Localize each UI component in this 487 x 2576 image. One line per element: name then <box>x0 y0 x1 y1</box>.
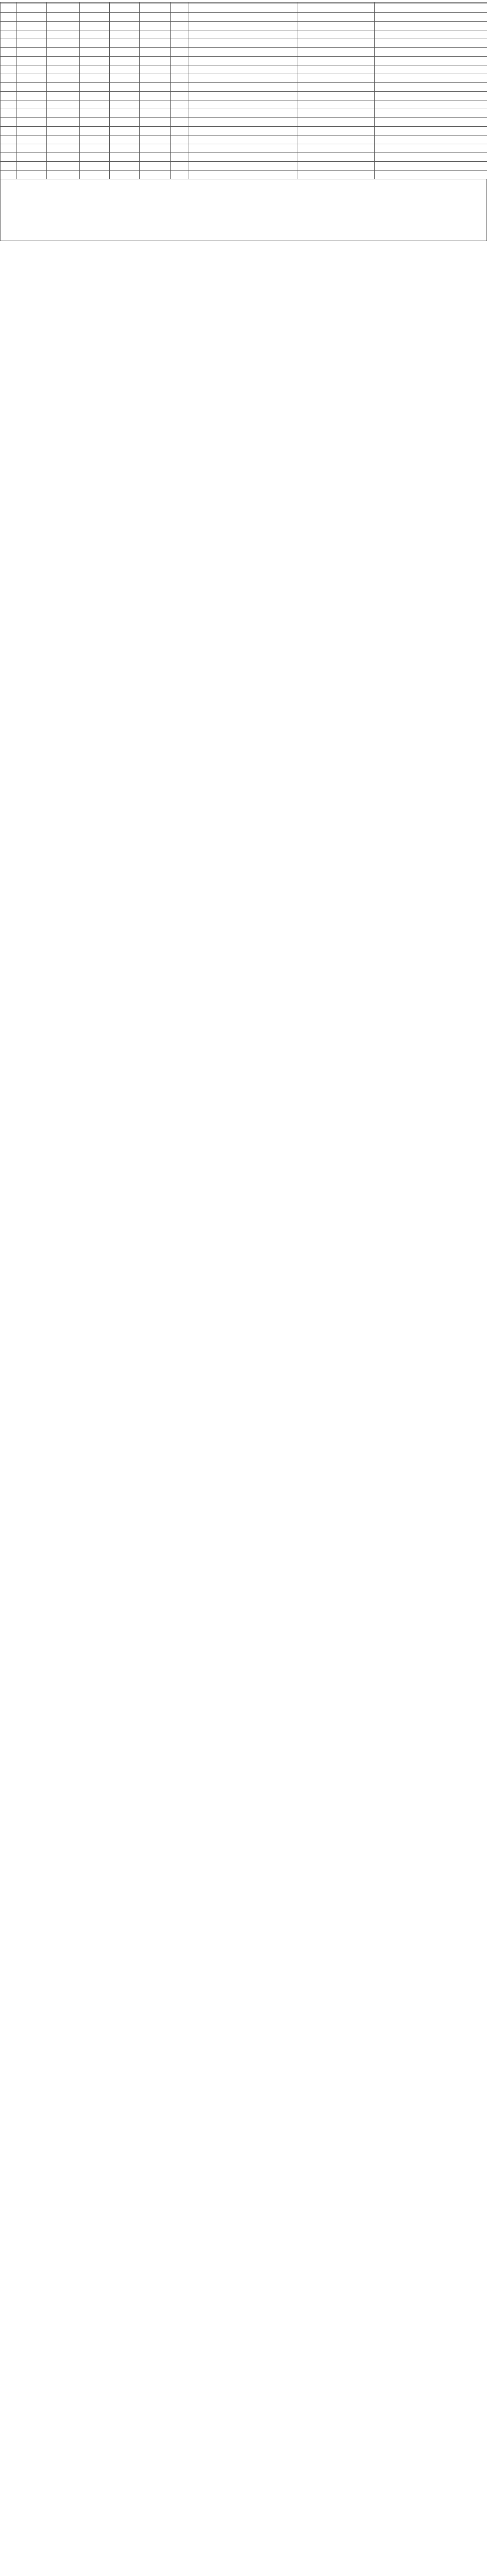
table-cell <box>1 65 17 74</box>
table-cell <box>297 109 375 118</box>
table-row <box>1 22 487 30</box>
table-cell <box>189 74 297 83</box>
table-cell <box>171 144 189 153</box>
table-cell <box>189 83 297 92</box>
table-cell <box>297 65 375 74</box>
table-cell <box>110 127 140 135</box>
table-row <box>1 109 487 118</box>
table-cell <box>110 74 140 83</box>
table-cell <box>140 153 171 162</box>
table-cell <box>140 48 171 57</box>
table-cell <box>297 127 375 135</box>
table-cell <box>110 48 140 57</box>
table-cell <box>375 171 487 179</box>
table-cell <box>375 39 487 48</box>
table-cell <box>1 171 17 179</box>
table-cell <box>140 65 171 74</box>
table-cell <box>47 13 80 22</box>
table-cell <box>47 57 80 65</box>
table-cell <box>375 100 487 109</box>
table-cell <box>375 22 487 30</box>
table-cell <box>80 13 110 22</box>
table-cell <box>189 39 297 48</box>
table-cell <box>297 22 375 30</box>
table-cell <box>110 65 140 74</box>
table-cell <box>80 100 110 109</box>
table-cell <box>140 22 171 30</box>
table-cell <box>17 162 47 171</box>
table-cell <box>17 13 47 22</box>
table-cell <box>47 153 80 162</box>
table-cell <box>189 135 297 144</box>
table-cell <box>140 92 171 100</box>
table-cell <box>110 13 140 22</box>
table-row <box>1 92 487 100</box>
table-row <box>1 144 487 153</box>
table-cell <box>189 144 297 153</box>
table-cell <box>17 135 47 144</box>
table-cell <box>140 39 171 48</box>
table-cell <box>1 135 17 144</box>
table-cell <box>1 13 17 22</box>
table-cell <box>17 22 47 30</box>
table-cell <box>110 135 140 144</box>
table-cell <box>171 109 189 118</box>
table-cell <box>189 162 297 171</box>
table-cell <box>17 48 47 57</box>
footer-note <box>0 179 487 241</box>
table-cell <box>47 83 80 92</box>
table-row <box>1 39 487 48</box>
table-cell <box>80 127 110 135</box>
table-cell <box>171 48 189 57</box>
table-cell <box>47 4 80 13</box>
table-cell <box>80 135 110 144</box>
table-cell <box>47 100 80 109</box>
table-row <box>1 118 487 127</box>
table-cell <box>375 65 487 74</box>
table-cell <box>17 109 47 118</box>
table-cell <box>80 39 110 48</box>
table-cell <box>110 118 140 127</box>
table-cell <box>171 13 189 22</box>
table-row <box>1 135 487 144</box>
table-cell <box>110 109 140 118</box>
table-cell <box>140 127 171 135</box>
table-row <box>1 74 487 83</box>
table-cell <box>171 83 189 92</box>
table-cell <box>110 144 140 153</box>
table-cell <box>17 65 47 74</box>
table-cell <box>297 144 375 153</box>
table-cell <box>189 22 297 30</box>
table-row <box>1 13 487 22</box>
table-cell <box>47 22 80 30</box>
table-cell <box>189 57 297 65</box>
table-cell <box>47 118 80 127</box>
table-cell <box>1 4 17 13</box>
table-row <box>1 100 487 109</box>
table-cell <box>17 57 47 65</box>
table-cell <box>375 48 487 57</box>
table-cell <box>1 30 17 39</box>
table-cell <box>110 153 140 162</box>
table-cell <box>110 30 140 39</box>
table-cell <box>110 171 140 179</box>
table-cell <box>17 4 47 13</box>
table-cell <box>140 135 171 144</box>
table-cell <box>110 92 140 100</box>
table-cell <box>140 171 171 179</box>
table-cell <box>80 153 110 162</box>
table-cell <box>171 171 189 179</box>
table-row <box>1 127 487 135</box>
table-cell <box>1 118 17 127</box>
table-row <box>1 162 487 171</box>
table-cell <box>47 144 80 153</box>
table-cell <box>47 171 80 179</box>
table-cell <box>17 153 47 162</box>
table-cell <box>47 48 80 57</box>
table-cell <box>189 65 297 74</box>
table-cell <box>47 92 80 100</box>
table-cell <box>171 74 189 83</box>
table-cell <box>171 22 189 30</box>
table-cell <box>140 144 171 153</box>
table-cell <box>375 4 487 13</box>
table-cell <box>47 135 80 144</box>
table-cell <box>375 144 487 153</box>
table-cell <box>171 39 189 48</box>
table-row <box>1 30 487 39</box>
table-cell <box>375 92 487 100</box>
table-cell <box>80 162 110 171</box>
table-cell <box>17 83 47 92</box>
table-cell <box>1 127 17 135</box>
table-cell <box>80 109 110 118</box>
table-cell <box>189 109 297 118</box>
table-cell <box>375 153 487 162</box>
table-cell <box>171 30 189 39</box>
table-cell <box>375 135 487 144</box>
table-cell <box>80 65 110 74</box>
table-cell <box>1 74 17 83</box>
table-cell <box>297 83 375 92</box>
table-cell <box>47 74 80 83</box>
table-cell <box>297 171 375 179</box>
table-cell <box>110 83 140 92</box>
table-cell <box>17 171 47 179</box>
table-cell <box>80 57 110 65</box>
table-cell <box>297 100 375 109</box>
table-cell <box>80 4 110 13</box>
table-cell <box>47 39 80 48</box>
table-cell <box>17 100 47 109</box>
table-cell <box>189 153 297 162</box>
table-cell <box>140 162 171 171</box>
table-cell <box>171 92 189 100</box>
table-body <box>1 4 487 179</box>
table-cell <box>375 74 487 83</box>
table-cell <box>297 74 375 83</box>
table-cell <box>47 30 80 39</box>
table-cell <box>171 118 189 127</box>
table-cell <box>110 162 140 171</box>
table-cell <box>189 100 297 109</box>
table-cell <box>110 100 140 109</box>
table-cell <box>171 100 189 109</box>
table-cell <box>80 74 110 83</box>
table-row <box>1 57 487 65</box>
table-cell <box>297 153 375 162</box>
table-cell <box>1 83 17 92</box>
table-cell <box>80 48 110 57</box>
table-cell <box>171 153 189 162</box>
table-cell <box>47 162 80 171</box>
table-cell <box>80 171 110 179</box>
table-row <box>1 153 487 162</box>
table-cell <box>375 118 487 127</box>
table-row <box>1 171 487 179</box>
table-cell <box>140 4 171 13</box>
table-cell <box>80 118 110 127</box>
table-cell <box>297 162 375 171</box>
table-cell <box>140 30 171 39</box>
table-cell <box>171 65 189 74</box>
table-cell <box>375 30 487 39</box>
table-cell <box>110 39 140 48</box>
table-cell <box>80 83 110 92</box>
table-cell <box>297 57 375 65</box>
table-cell <box>189 48 297 57</box>
table-cell <box>171 4 189 13</box>
table-row <box>1 48 487 57</box>
table-cell <box>47 109 80 118</box>
table-cell <box>375 83 487 92</box>
table-cell <box>1 153 17 162</box>
table-cell <box>110 4 140 13</box>
table-cell <box>375 127 487 135</box>
table-cell <box>189 118 297 127</box>
table-cell <box>17 74 47 83</box>
table-cell <box>140 57 171 65</box>
table-cell <box>297 39 375 48</box>
table-cell <box>189 4 297 13</box>
table-cell <box>297 135 375 144</box>
table-cell <box>375 57 487 65</box>
table-cell <box>171 135 189 144</box>
table-cell <box>1 100 17 109</box>
table-cell <box>17 92 47 100</box>
table-cell <box>171 57 189 65</box>
table-cell <box>80 92 110 100</box>
table-cell <box>80 30 110 39</box>
table-cell <box>140 13 171 22</box>
table-cell <box>297 92 375 100</box>
table-cell <box>17 144 47 153</box>
table-cell <box>17 30 47 39</box>
table-cell <box>297 118 375 127</box>
table-cell <box>140 100 171 109</box>
table-cell <box>297 30 375 39</box>
table-cell <box>1 48 17 57</box>
creditor-table <box>0 2 487 179</box>
table-cell <box>110 22 140 30</box>
table-cell <box>171 162 189 171</box>
table-cell <box>189 13 297 22</box>
table-cell <box>171 127 189 135</box>
table-cell <box>297 13 375 22</box>
table-cell <box>17 118 47 127</box>
table-cell <box>375 162 487 171</box>
table-cell <box>375 109 487 118</box>
table-cell <box>189 92 297 100</box>
table-row <box>1 4 487 13</box>
table-cell <box>189 127 297 135</box>
table-cell <box>17 39 47 48</box>
table-cell <box>1 92 17 100</box>
table-cell <box>17 127 47 135</box>
table-cell <box>297 48 375 57</box>
table-cell <box>140 118 171 127</box>
table-cell <box>189 171 297 179</box>
table-cell <box>297 4 375 13</box>
table-cell <box>189 30 297 39</box>
table-cell <box>80 144 110 153</box>
table-cell <box>1 109 17 118</box>
table-cell <box>110 57 140 65</box>
table-cell <box>47 65 80 74</box>
table-cell <box>1 22 17 30</box>
table-row <box>1 65 487 74</box>
table-cell <box>140 83 171 92</box>
table-cell <box>1 39 17 48</box>
table-cell <box>140 109 171 118</box>
table-cell <box>140 74 171 83</box>
table-cell <box>375 13 487 22</box>
table-cell <box>1 144 17 153</box>
table-cell <box>47 127 80 135</box>
table-cell <box>1 57 17 65</box>
table-cell <box>80 22 110 30</box>
table-cell <box>1 162 17 171</box>
table-row <box>1 83 487 92</box>
